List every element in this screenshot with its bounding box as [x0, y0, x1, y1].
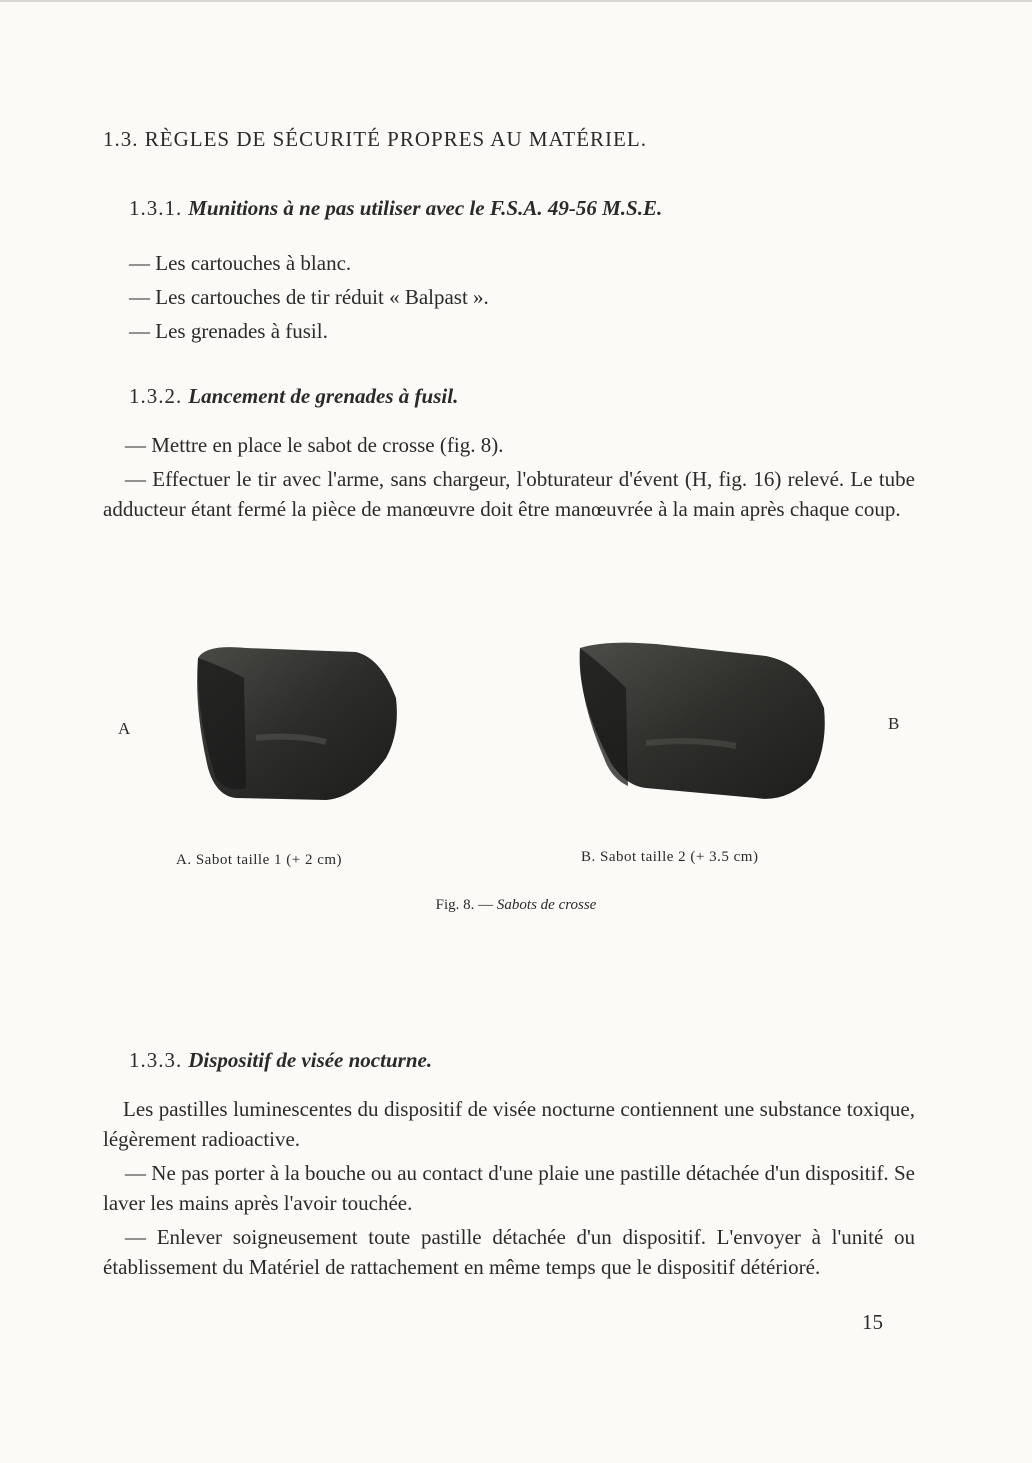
instructions-block — [103, 430, 915, 528]
figure-title: Sabots de crosse — [496, 897, 597, 913]
paragraph: — Enlever soigneusement toute pastille détachée d'un dispositif. L'envoyer à l'unité ou établissement du Matériel de rattachement en même temps que le dispositif détérioré. — [103, 1225, 915, 1279]
subsection-title: Lancement de grenades à fusil. — [188, 384, 459, 408]
sabot-photo-a — [186, 638, 406, 818]
caption-a: A. Sabot taille 1 (+ 2 cm) — [176, 852, 343, 868]
figure-label-b: B — [888, 714, 900, 733]
subsection-title: Dispositif de visée nocturne. — [188, 1048, 433, 1072]
figure-label-a: A — [118, 719, 131, 738]
caption-b: B. Sabot taille 2 (+ 3.5 cm) — [581, 849, 759, 865]
night-sight-block — [103, 1094, 915, 1286]
list-item: — Les cartouches de tir réduit « Balpast ». — [129, 285, 489, 309]
subsection-number: 1.3.1. — [129, 196, 183, 220]
figure-caption — [0, 897, 1032, 914]
subsection-number: 1.3.3. — [129, 1048, 183, 1072]
paragraph: Les pastilles luminescentes du dispositif de visée nocturne contiennent une substance toxique, légèrement radioactive. — [103, 1097, 915, 1151]
paragraph: — Effectuer le tir avec l'arme, sans chargeur, l'obturateur d'évent (H, fig. 16) relevé. Le tube adducteur étant fermé la pièce de manœuvre doit être manœuvrée à la main après chaque coup. — [103, 467, 915, 521]
subsection-heading-1-3-1 — [129, 196, 662, 221]
page-number: 15 — [862, 1310, 883, 1334]
subsection-heading-1-3-3 — [129, 1048, 432, 1073]
list-item: — Les cartouches à blanc. — [129, 251, 352, 275]
subsection-number: 1.3.2. — [129, 384, 183, 408]
paragraph: — Mettre en place le sabot de crosse (fig. 8). — [125, 433, 504, 457]
subsection-heading-1-3-2 — [129, 384, 458, 409]
page-edge-line — [0, 0, 1032, 2]
sabot-photo-b — [566, 638, 836, 808]
paragraph: — Ne pas porter à la bouche ou au contact d'une plaie une pastille détachée d'un dispositif. Se laver les mains après l'avoir touchée. — [103, 1161, 915, 1215]
subsection-title: Munitions à ne pas utiliser avec le F.S.A. 49-56 M.S.E. — [188, 196, 663, 220]
list-item: — Les grenades à fusil. — [129, 319, 328, 343]
section-heading: 1.3. RÈGLES DE SÉCURITÉ PROPRES AU MATÉRIEL. — [103, 127, 647, 151]
figure-number: Fig. 8. — — [435, 897, 494, 913]
